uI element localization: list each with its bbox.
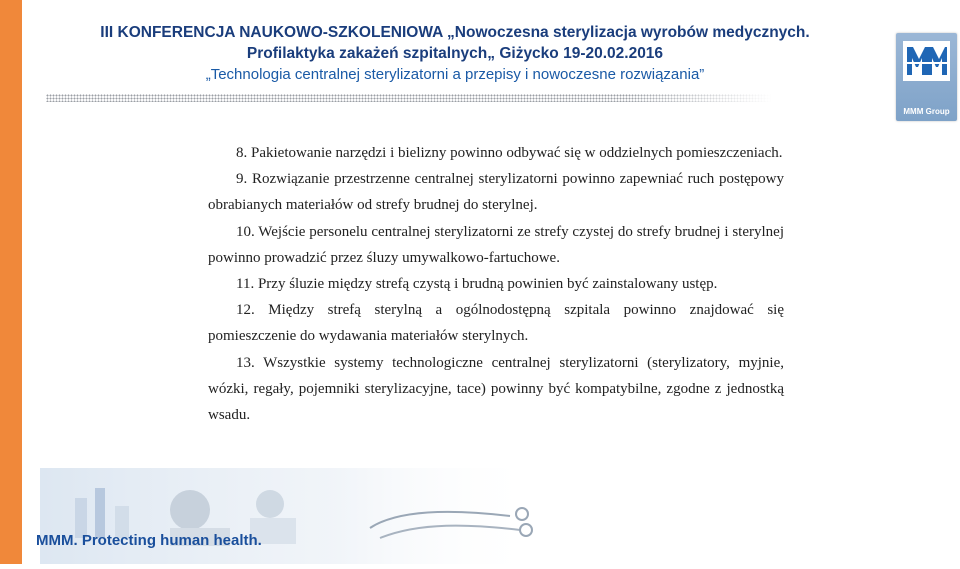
content-paragraph-13: 13. Wszystkie systemy technologiczne centralnej sterylizatorni (sterylizatory, myjnie, wózki, regały, pojemniki sterylizacyjne, tace) powinny być kompatybilne, zgodne z jednostką wsadu. — [208, 354, 784, 424]
content-paragraph-11: 11. Przy śluzie między strefą czystą i brudną powinien być zainstalowany ustęp. — [236, 276, 718, 293]
content-paragraph-10: 10. Wejście personelu centralnej sterylizatorni ze strefy czystej do strefy brudnej i sterylnej powinno prowadzić przez śluzy umywalkowo-fartuchowe. — [208, 223, 784, 266]
content-paragraph-9: 9. Rozwiązanie przestrzenne centralnej sterylizatorni powinno zapewniać ruch postępowy obrabianych materiałów od strefy brudnej do sterylnej. — [208, 171, 784, 214]
mmm-group-logo — [896, 33, 957, 121]
content-paragraph-12: 12. Między strefą sterylną a ogólnodostępną szpitala powinno znajdować się pomieszczenie do wydawania materiałów sterylnych. — [208, 302, 784, 345]
slide-header — [30, 22, 880, 86]
slide-content — [208, 140, 784, 428]
orange-sidebar-bar — [0, 0, 22, 564]
dotted-divider — [46, 94, 772, 102]
footer-medical-collage-image — [40, 468, 540, 564]
logo-group-label: MMM Group — [903, 107, 950, 116]
conference-subtitle: „Technologia centralnej sterylizatorni a przepisy i nowoczesne rozwiązania” — [205, 66, 705, 83]
mm-logo-icon — [903, 41, 950, 81]
conference-title-line-1: III KONFERENCJA NAUKOWO-SZKOLENIOWA „Nowoczesna sterylizacja wyrobów medycznych. — [100, 24, 810, 41]
conference-title-line-2: Profilaktyka zakażeń szpitalnych„ Giżycko 19-20.02.2016 — [246, 45, 664, 62]
footer-tagline: MMM. Protecting human health. — [36, 532, 262, 549]
content-paragraph-8: 8. Pakietowanie narzędzi i bielizny powinno odbywać się w oddzielnych pomieszczeniach. — [236, 145, 783, 161]
